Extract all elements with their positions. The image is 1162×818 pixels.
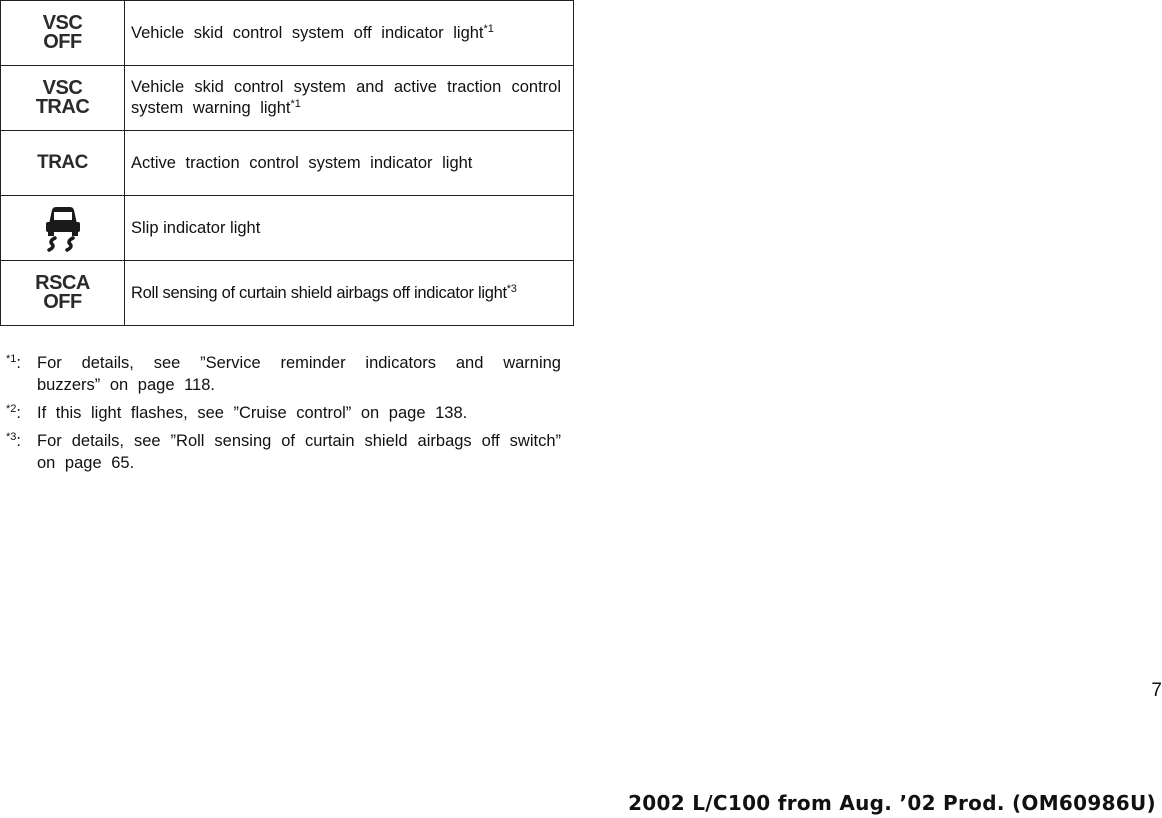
footnote-mark: $^{*2}$: [6,403,21,422]
icon-cell [1,1,125,66]
footnote-mark: $^{*3}$: [6,431,21,450]
indicator-table [0,0,574,326]
icon-cell [1,261,125,326]
footnote-ref: *1 [290,98,301,110]
indicator-description: Roll sensing of curtain shield airbags off indicator light$^{*3}$ [125,261,574,326]
footnote-item [6,430,561,474]
trac-icon: TRAC [37,152,88,173]
indicator-description: Vehicle skid control system and active traction control system warning light$^{*1}$ [125,66,574,131]
table-row [1,261,574,326]
footnote-text: If this light flashes, see ”Cruise control” on page 138. [37,404,468,422]
icon-cell [1,131,125,196]
icon-cell [1,66,125,131]
footnote-ref: *1 [483,22,494,35]
table-row [1,1,574,66]
table-row [1,196,574,261]
table-row [1,131,574,196]
footnote-ref: *3 [506,282,517,295]
table-row [1,66,574,131]
indicator-description: Vehicle skid control system off indicator light$^{*1}$ [125,1,574,66]
footnote-item [6,352,561,396]
vsc-trac-icon: VSC TRAC [35,76,90,118]
footnote-text: For details, see ”Roll sensing of curtain shield airbags off switch” on page 65. [37,432,561,472]
vsc-off-icon: VSC OFF [42,11,83,53]
document-footer: 2002 L/C100 from Aug. ’02 Prod. (OM60986U) [628,791,1156,815]
icon-cell [1,196,125,261]
footnotes [6,352,561,480]
indicator-description: Slip indicator light [125,196,574,261]
slip-indicator-icon [41,202,85,254]
page-number: 7 [1151,680,1162,701]
footnote-text: For details, see ”Service reminder indicators and warning buzzers” on page 118. [37,354,561,394]
indicator-description: Active traction control system indicator light [125,131,574,196]
footnote-item [6,402,561,424]
rsca-off-icon: RSCA OFF [35,271,90,313]
footnote-mark: $^{*1}$: [6,353,21,372]
